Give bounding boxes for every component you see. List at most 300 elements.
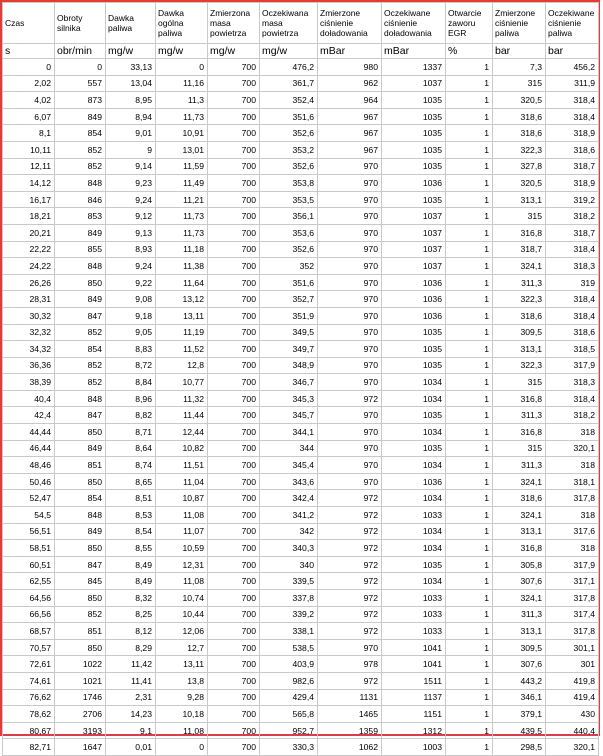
table-cell[interactable]: 320,1 [546,739,599,756]
table-cell[interactable]: 307,6 [493,573,546,590]
table-cell[interactable]: 700 [208,307,260,324]
table-cell[interactable]: 1062 [318,739,382,756]
table-cell[interactable]: 700 [208,473,260,490]
table-cell[interactable]: 1037 [382,258,446,275]
table-cell[interactable]: 456,2 [546,59,599,76]
table-cell[interactable]: 851 [55,457,106,474]
table-cell[interactable]: 318,9 [546,175,599,192]
table-cell[interactable]: 1034 [382,374,446,391]
table-cell[interactable]: 317,9 [546,556,599,573]
table-cell[interactable]: 10,82 [156,440,208,457]
table-cell[interactable]: 962 [318,75,382,92]
table-cell[interactable]: 970 [318,440,382,457]
table-cell[interactable]: 320,1 [546,440,599,457]
table-cell[interactable]: 439,5 [493,722,546,739]
table-cell[interactable]: 1033 [382,590,446,607]
table-cell[interactable]: 72,61 [3,656,55,673]
table-cell[interactable]: 324,1 [493,507,546,524]
table-cell[interactable]: 11,42 [106,656,156,673]
table-cell[interactable]: 850 [55,639,106,656]
table-cell[interactable]: 348,9 [260,357,318,374]
table-cell[interactable]: 313,1 [493,341,546,358]
table-cell[interactable]: 36,36 [3,357,55,374]
table-cell[interactable]: 1 [446,324,493,341]
table-cell[interactable]: 1036 [382,291,446,308]
table-cell[interactable]: 1131 [318,689,382,706]
table-cell[interactable]: 700 [208,75,260,92]
table-cell[interactable]: 700 [208,390,260,407]
table-cell[interactable]: 361,7 [260,75,318,92]
table-cell[interactable]: 1 [446,440,493,457]
table-cell[interactable]: 318,7 [493,241,546,258]
table-cell[interactable]: 316,8 [493,224,546,241]
table-cell[interactable]: 1 [446,92,493,109]
table-cell[interactable]: 11,08 [156,722,208,739]
table-cell[interactable]: 8,96 [106,390,156,407]
table-cell[interactable]: 3193 [55,722,106,739]
table-cell[interactable]: 78,62 [3,706,55,723]
table-cell[interactable]: 11,73 [156,208,208,225]
table-cell[interactable]: 316,8 [493,424,546,441]
table-cell[interactable]: 1 [446,59,493,76]
table-cell[interactable]: 1 [446,523,493,540]
table-cell[interactable]: 316,8 [493,540,546,557]
table-cell[interactable]: 318,3 [546,258,599,275]
table-cell[interactable]: 1035 [382,158,446,175]
table-cell[interactable]: 1037 [382,241,446,258]
table-cell[interactable]: 311,3 [493,274,546,291]
table-cell[interactable]: 9,08 [106,291,156,308]
table-cell[interactable]: 1 [446,374,493,391]
table-cell[interactable]: 2706 [55,706,106,723]
table-cell[interactable]: 318,7 [546,224,599,241]
table-cell[interactable]: 11,21 [156,191,208,208]
table-cell[interactable]: 12,06 [156,623,208,640]
table-cell[interactable]: 309,5 [493,324,546,341]
table-cell[interactable]: 1036 [382,274,446,291]
table-cell[interactable]: 849 [55,108,106,125]
table-cell[interactable]: 1037 [382,75,446,92]
table-cell[interactable]: 972 [318,606,382,623]
table-cell[interactable]: 13,8 [156,672,208,689]
table-cell[interactable]: 565,8 [260,706,318,723]
table-cell[interactable]: 11,73 [156,108,208,125]
table-cell[interactable]: 419,8 [546,672,599,689]
table-cell[interactable]: 319,2 [546,191,599,208]
table-cell[interactable]: 1 [446,158,493,175]
table-cell[interactable]: 1035 [382,141,446,158]
table-cell[interactable]: 849 [55,440,106,457]
table-cell[interactable]: 311,3 [493,457,546,474]
table-cell[interactable]: 1035 [382,440,446,457]
table-cell[interactable]: 852 [55,324,106,341]
table-cell[interactable]: 8,32 [106,590,156,607]
table-cell[interactable]: 340 [260,556,318,573]
table-cell[interactable]: 700 [208,639,260,656]
table-cell[interactable]: 1 [446,656,493,673]
table-cell[interactable]: 305,8 [493,556,546,573]
table-cell[interactable]: 700 [208,158,260,175]
table-cell[interactable]: 353,8 [260,175,318,192]
table-cell[interactable]: 972 [318,523,382,540]
table-cell[interactable]: 1033 [382,623,446,640]
table-cell[interactable]: 850 [55,424,106,441]
table-cell[interactable]: 8,1 [3,125,55,142]
table-cell[interactable]: 700 [208,357,260,374]
table-cell[interactable]: 58,51 [3,540,55,557]
table-cell[interactable]: 847 [55,556,106,573]
table-cell[interactable]: 11,38 [156,258,208,275]
table-cell[interactable]: 318 [546,457,599,474]
table-cell[interactable]: 9,28 [156,689,208,706]
table-cell[interactable]: 847 [55,407,106,424]
table-cell[interactable]: 850 [55,274,106,291]
table-cell[interactable]: 4,02 [3,92,55,109]
table-cell[interactable]: 12,11 [3,158,55,175]
table-cell[interactable]: 700 [208,208,260,225]
table-cell[interactable]: 429,4 [260,689,318,706]
table-cell[interactable]: 11,32 [156,390,208,407]
table-cell[interactable]: 1034 [382,390,446,407]
table-cell[interactable]: 970 [318,224,382,241]
table-cell[interactable]: 1 [446,540,493,557]
table-cell[interactable]: 964 [318,92,382,109]
table-cell[interactable]: 970 [318,158,382,175]
table-cell[interactable]: 700 [208,689,260,706]
table-cell[interactable]: 853 [55,208,106,225]
table-cell[interactable]: 345,4 [260,457,318,474]
table-cell[interactable]: 313,1 [493,523,546,540]
table-cell[interactable]: 1 [446,141,493,158]
table-cell[interactable]: 476,2 [260,59,318,76]
table-cell[interactable]: 1034 [382,490,446,507]
table-cell[interactable]: 322,3 [493,291,546,308]
table-cell[interactable]: 352,6 [260,158,318,175]
table-cell[interactable]: 330,3 [260,739,318,756]
table-cell[interactable]: 538,5 [260,639,318,656]
table-cell[interactable]: 11,07 [156,523,208,540]
table-cell[interactable]: 317,8 [546,623,599,640]
table-cell[interactable]: 1 [446,224,493,241]
table-cell[interactable]: 349,5 [260,324,318,341]
table-cell[interactable]: 315 [493,440,546,457]
table-cell[interactable]: 848 [55,175,106,192]
table-cell[interactable]: 9,23 [106,175,156,192]
table-cell[interactable]: 344 [260,440,318,457]
table-cell[interactable]: 850 [55,473,106,490]
table-cell[interactable]: 9,12 [106,208,156,225]
table-cell[interactable]: 972 [318,507,382,524]
table-cell[interactable]: 317,6 [546,523,599,540]
table-cell[interactable]: 1 [446,357,493,374]
table-cell[interactable]: 1 [446,258,493,275]
table-cell[interactable]: 311,3 [493,606,546,623]
table-cell[interactable]: 318,2 [546,407,599,424]
table-cell[interactable]: 322,3 [493,357,546,374]
table-cell[interactable]: 1 [446,175,493,192]
table-cell[interactable]: 44,44 [3,424,55,441]
table-cell[interactable]: 317,4 [546,606,599,623]
table-cell[interactable]: 318,6 [493,125,546,142]
table-cell[interactable]: 8,54 [106,523,156,540]
table-cell[interactable]: 8,84 [106,374,156,391]
table-cell[interactable]: 11,52 [156,341,208,358]
table-cell[interactable]: 700 [208,540,260,557]
table-cell[interactable]: 972 [318,623,382,640]
table-cell[interactable]: 342,4 [260,490,318,507]
table-cell[interactable]: 2,02 [3,75,55,92]
table-cell[interactable]: 1 [446,291,493,308]
table-cell[interactable]: 440,4 [546,722,599,739]
table-cell[interactable]: 10,77 [156,374,208,391]
table-cell[interactable]: 9,01 [106,125,156,142]
table-cell[interactable]: 1 [446,75,493,92]
table-cell[interactable]: 0,01 [106,739,156,756]
table-cell[interactable]: 320,5 [493,92,546,109]
table-cell[interactable]: 338,1 [260,623,318,640]
table-cell[interactable]: 967 [318,108,382,125]
table-cell[interactable]: 345,7 [260,407,318,424]
table-cell[interactable]: 318 [546,507,599,524]
table-cell[interactable]: 26,26 [3,274,55,291]
table-cell[interactable]: 700 [208,324,260,341]
table-cell[interactable]: 970 [318,307,382,324]
table-cell[interactable]: 9 [106,141,156,158]
table-cell[interactable]: 318 [546,424,599,441]
table-cell[interactable]: 8,74 [106,457,156,474]
table-cell[interactable]: 318,7 [546,158,599,175]
table-cell[interactable]: 6,07 [3,108,55,125]
table-cell[interactable]: 318,1 [546,473,599,490]
table-cell[interactable]: 13,11 [156,307,208,324]
table-cell[interactable]: 8,71 [106,424,156,441]
table-cell[interactable]: 30,32 [3,307,55,324]
table-cell[interactable]: 1 [446,507,493,524]
table-cell[interactable]: 318,4 [546,390,599,407]
table-cell[interactable]: 1034 [382,573,446,590]
table-cell[interactable]: 970 [318,639,382,656]
table-cell[interactable]: 557 [55,75,106,92]
table-cell[interactable]: 430 [546,706,599,723]
table-cell[interactable]: 852 [55,606,106,623]
table-cell[interactable]: 344,1 [260,424,318,441]
table-cell[interactable]: 972 [318,390,382,407]
table-cell[interactable]: 1033 [382,507,446,524]
table-cell[interactable]: 9,1 [106,722,156,739]
table-cell[interactable]: 970 [318,407,382,424]
table-cell[interactable]: 352,4 [260,92,318,109]
table-cell[interactable]: 967 [318,141,382,158]
table-cell[interactable]: 2,31 [106,689,156,706]
table-cell[interactable]: 34,32 [3,341,55,358]
table-cell[interactable]: 1151 [382,706,446,723]
table-cell[interactable]: 848 [55,390,106,407]
table-cell[interactable]: 1041 [382,656,446,673]
table-cell[interactable]: 1 [446,623,493,640]
table-cell[interactable]: 972 [318,540,382,557]
table-cell[interactable]: 700 [208,556,260,573]
table-cell[interactable]: 353,5 [260,191,318,208]
table-cell[interactable]: 855 [55,241,106,258]
table-cell[interactable]: 1 [446,706,493,723]
table-cell[interactable]: 970 [318,241,382,258]
table-cell[interactable]: 10,18 [156,706,208,723]
table-cell[interactable]: 970 [318,208,382,225]
table-cell[interactable]: 443,2 [493,672,546,689]
table-cell[interactable]: 700 [208,490,260,507]
table-cell[interactable]: 318,4 [546,108,599,125]
table-cell[interactable]: 301,1 [546,639,599,656]
table-cell[interactable]: 1 [446,125,493,142]
table-cell[interactable]: 339,2 [260,606,318,623]
table-cell[interactable]: 1022 [55,656,106,673]
table-cell[interactable]: 316,8 [493,390,546,407]
table-cell[interactable]: 700 [208,224,260,241]
table-cell[interactable]: 318 [546,540,599,557]
table-cell[interactable]: 22,22 [3,241,55,258]
table-cell[interactable]: 700 [208,191,260,208]
table-cell[interactable]: 1 [446,407,493,424]
table-cell[interactable]: 1037 [382,224,446,241]
table-cell[interactable]: 315 [493,374,546,391]
table-cell[interactable]: 352,7 [260,291,318,308]
table-cell[interactable]: 9,22 [106,274,156,291]
table-cell[interactable]: 351,9 [260,307,318,324]
table-cell[interactable]: 28,31 [3,291,55,308]
table-cell[interactable]: 849 [55,523,106,540]
table-cell[interactable]: 8,83 [106,341,156,358]
table-cell[interactable]: 8,93 [106,241,156,258]
table-cell[interactable]: 8,49 [106,573,156,590]
table-cell[interactable]: 700 [208,672,260,689]
table-cell[interactable]: 8,64 [106,440,156,457]
table-cell[interactable]: 298,5 [493,739,546,756]
table-cell[interactable]: 700 [208,739,260,756]
table-cell[interactable]: 1003 [382,739,446,756]
table-cell[interactable]: 982,6 [260,672,318,689]
table-cell[interactable]: 20,21 [3,224,55,241]
table-cell[interactable]: 8,82 [106,407,156,424]
table-cell[interactable]: 1 [446,590,493,607]
table-cell[interactable]: 1 [446,606,493,623]
table-cell[interactable]: 980 [318,59,382,76]
table-cell[interactable]: 14,12 [3,175,55,192]
table-cell[interactable]: 12,44 [156,424,208,441]
table-cell[interactable]: 1 [446,672,493,689]
table-cell[interactable]: 318,2 [546,208,599,225]
table-cell[interactable]: 10,74 [156,590,208,607]
table-cell[interactable]: 0 [3,59,55,76]
table-cell[interactable]: 700 [208,175,260,192]
table-cell[interactable]: 327,8 [493,158,546,175]
table-cell[interactable]: 849 [55,224,106,241]
table-cell[interactable]: 700 [208,92,260,109]
table-cell[interactable]: 12,7 [156,639,208,656]
table-cell[interactable]: 11,49 [156,175,208,192]
table-cell[interactable]: 1 [446,689,493,706]
table-cell[interactable]: 700 [208,440,260,457]
table-cell[interactable]: 700 [208,722,260,739]
table-cell[interactable]: 9,14 [106,158,156,175]
table-cell[interactable]: 56,51 [3,523,55,540]
table-cell[interactable]: 8,12 [106,623,156,640]
table-cell[interactable]: 850 [55,590,106,607]
table-cell[interactable]: 324,1 [493,590,546,607]
table-cell[interactable]: 353,6 [260,224,318,241]
table-cell[interactable]: 1 [446,108,493,125]
table-cell[interactable]: 307,6 [493,656,546,673]
table-cell[interactable]: 0 [156,59,208,76]
table-cell[interactable]: 64,56 [3,590,55,607]
table-cell[interactable]: 12,31 [156,556,208,573]
table-cell[interactable]: 352,6 [260,125,318,142]
table-cell[interactable]: 1034 [382,540,446,557]
table-cell[interactable]: 48,46 [3,457,55,474]
table-cell[interactable]: 11,44 [156,407,208,424]
table-cell[interactable]: 8,51 [106,490,156,507]
table-cell[interactable]: 50,46 [3,473,55,490]
table-cell[interactable]: 340,3 [260,540,318,557]
table-cell[interactable]: 318,6 [546,141,599,158]
table-cell[interactable]: 309,5 [493,639,546,656]
table-cell[interactable]: 848 [55,258,106,275]
table-cell[interactable]: 317,8 [546,590,599,607]
table-cell[interactable]: 1035 [382,191,446,208]
table-cell[interactable]: 1037 [382,208,446,225]
table-cell[interactable]: 1 [446,274,493,291]
table-cell[interactable]: 1041 [382,639,446,656]
table-cell[interactable]: 978 [318,656,382,673]
table-cell[interactable]: 13,01 [156,141,208,158]
table-cell[interactable]: 700 [208,341,260,358]
table-cell[interactable]: 1035 [382,556,446,573]
table-cell[interactable]: 967 [318,125,382,142]
table-cell[interactable]: 700 [208,258,260,275]
table-cell[interactable]: 970 [318,258,382,275]
table-cell[interactable]: 972 [318,590,382,607]
table-cell[interactable]: 700 [208,108,260,125]
table-cell[interactable]: 14,23 [106,706,156,723]
table-cell[interactable]: 9,05 [106,324,156,341]
table-cell[interactable]: 1 [446,208,493,225]
table-cell[interactable]: 970 [318,473,382,490]
table-cell[interactable]: 1 [446,473,493,490]
table-cell[interactable]: 318,6 [546,324,599,341]
table-cell[interactable]: 311,3 [493,407,546,424]
table-cell[interactable]: 11,41 [106,672,156,689]
table-cell[interactable]: 873 [55,92,106,109]
table-cell[interactable]: 317,9 [546,357,599,374]
table-cell[interactable]: 315 [493,208,546,225]
table-cell[interactable]: 700 [208,274,260,291]
table-cell[interactable]: 700 [208,573,260,590]
table-cell[interactable]: 700 [208,374,260,391]
table-cell[interactable]: 379,1 [493,706,546,723]
table-cell[interactable]: 8,55 [106,540,156,557]
table-cell[interactable]: 1 [446,191,493,208]
table-cell[interactable]: 8,29 [106,639,156,656]
table-cell[interactable]: 1036 [382,473,446,490]
table-cell[interactable]: 11,18 [156,241,208,258]
table-cell[interactable]: 13,11 [156,656,208,673]
table-cell[interactable]: 9,18 [106,307,156,324]
table-cell[interactable]: 1033 [382,606,446,623]
table-cell[interactable]: 1 [446,722,493,739]
table-cell[interactable]: 1035 [382,324,446,341]
table-cell[interactable]: 353,2 [260,141,318,158]
table-cell[interactable]: 0 [156,739,208,756]
table-cell[interactable]: 343,6 [260,473,318,490]
